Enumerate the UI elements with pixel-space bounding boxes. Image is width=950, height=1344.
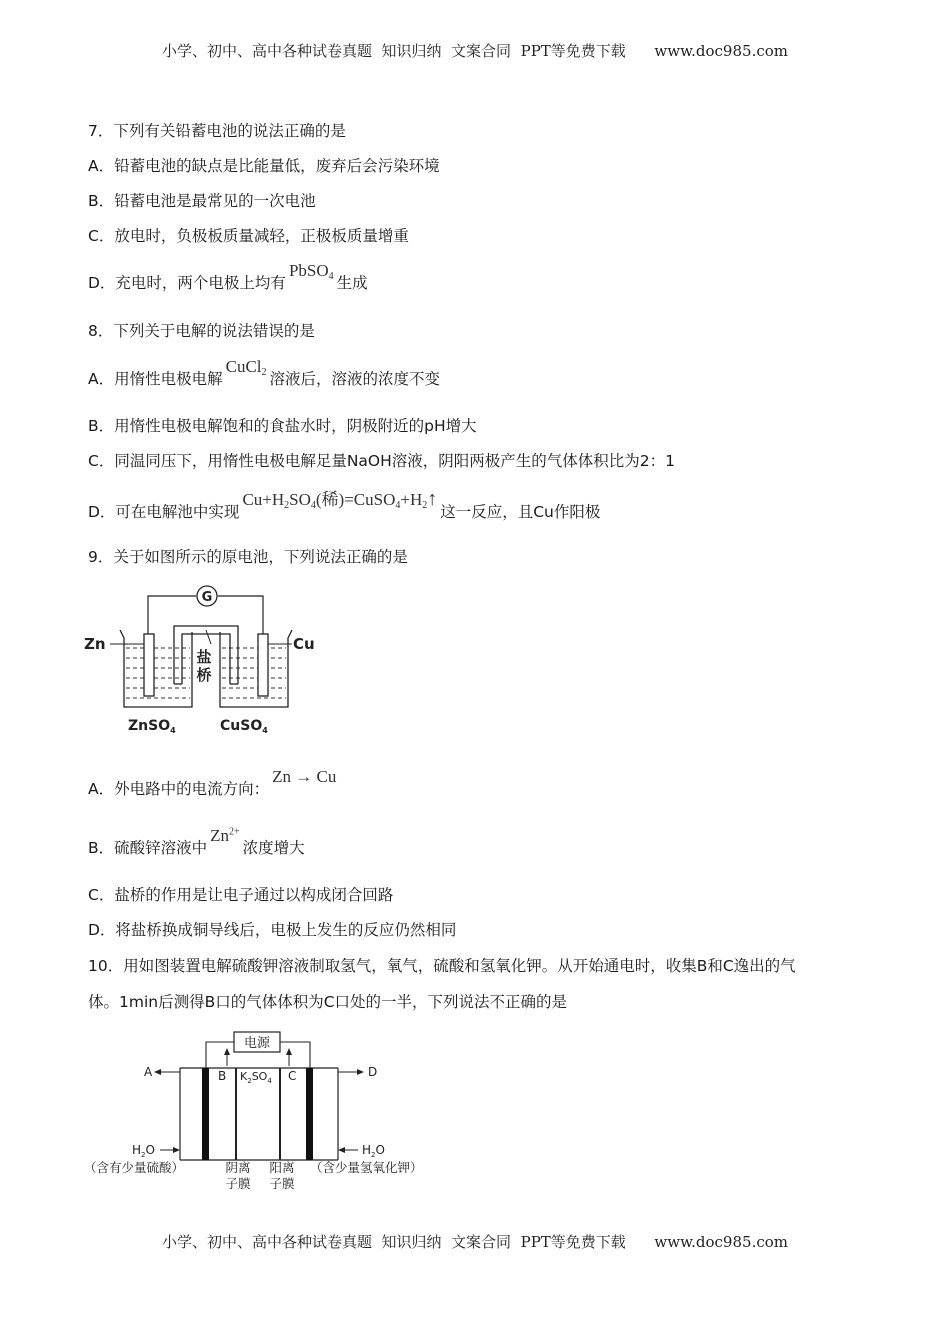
q8-option-a-pre: A．用惰性电极电解 — [88, 370, 223, 388]
q9-option-a — [88, 767, 339, 799]
q7-stem: 7．下列有关铅蓄电池的说法正确的是 — [88, 122, 346, 140]
anion-membrane-label-2: 子膜 — [225, 1176, 251, 1191]
zn2plus-formula: $Zn^{2+}$ — [210, 826, 240, 845]
q10-stem-line-1: 10．用如图装置电解硫酸钾溶液制取氢气，氧气，硫酸和氢氧化钾。从开始通电时，收集B和C逸出的气 — [88, 957, 796, 975]
q7-option-d-pre: D．充电时，两个电极上均有 — [88, 274, 286, 292]
cuso4-label: CuSO$_4$ — [220, 718, 268, 735]
cucl2-formula: CuCl$_2$ — [225, 357, 267, 378]
power-supply-label: 电源 — [243, 1036, 271, 1051]
q10-stem-line-2: 体。1min后测得B口的气体体积为C口处的一半，下列说法不正确的是 — [88, 993, 568, 1011]
wire-right — [218, 596, 263, 634]
label-d: D — [368, 1065, 378, 1079]
q7-option-d-post: 生成 — [336, 274, 368, 292]
galvanic-cell-figure — [80, 582, 330, 742]
pbso4-formula: PbSO$_4$ — [288, 261, 334, 282]
zn-to-cu-formula: Zn → Cu — [272, 767, 337, 786]
right-electrode — [306, 1068, 313, 1160]
electrolysis-figure — [84, 1028, 464, 1196]
q8-option-c: C．同温同压下，用惰性电极电解足量NaOH溶液，阴阳两极产生的气体体积比为2：1 — [88, 452, 675, 470]
h2o-left-label: $H_2O$ — [132, 1143, 155, 1159]
zn-electrode — [144, 634, 154, 696]
left-solution-lines — [126, 648, 190, 698]
label-b: B — [218, 1069, 227, 1083]
q8-stem: 8．下列关于电解的说法错误的是 — [88, 322, 315, 340]
q7-option-c: C．放电时，负极板质量减轻，正极板质量增重 — [88, 227, 409, 245]
cu-label: Cu — [293, 635, 315, 653]
reaction-equation: $Cu+H_2SO_4$(稀)$=CuSO_4+H_2↑$ — [242, 488, 438, 511]
galvanometer-label: G — [201, 590, 213, 605]
q9-option-b-pre: B．硫酸锌溶液中 — [88, 839, 208, 857]
q8-option-a-post: 溶液后，溶液的浓度不变 — [269, 370, 441, 388]
h2o-right-label: $H_2O$ — [362, 1143, 385, 1159]
right-note: （含少量氢氧化钾） — [310, 1160, 423, 1175]
q7-option-b: B．铅蓄电池是最常见的一次电池 — [88, 192, 316, 210]
q7-option-d — [88, 261, 368, 294]
left-note: （含有少量硫酸） — [84, 1160, 185, 1175]
q8-option-d-pre: D．可在电解池中实现 — [88, 503, 240, 521]
q8-option-d — [88, 488, 601, 523]
q9-option-b-post: 浓度增大 — [242, 839, 305, 857]
right-solution-lines — [222, 648, 286, 698]
page-footer: 小学、初中、高中各种试卷真题 知识归纳 文案合同 PPT等免费下载 www.doc985.com — [161, 1233, 788, 1251]
q8-option-b: B．用惰性电极电解饱和的食盐水时，阴极附近的pH增大 — [88, 417, 477, 435]
zn-label: Zn — [84, 635, 106, 653]
salt-bridge-label-2: 桥 — [196, 666, 212, 684]
label-c: C — [288, 1069, 297, 1083]
q9-option-b — [88, 826, 305, 858]
q9-option-d: D．将盐桥换成铜导线后，电极上发生的反应仍然相同 — [88, 921, 457, 939]
salt-bridge-label-1: 盐 — [196, 648, 212, 666]
q9-stem: 9．关于如图所示的原电池，下列说法正确的是 — [88, 548, 408, 566]
wire-left — [148, 596, 196, 634]
cation-membrane-label-2: 子膜 — [269, 1176, 295, 1191]
anion-membrane-label-1: 阴离 — [225, 1160, 251, 1175]
label-a: A — [144, 1065, 153, 1079]
znso4-label: ZnSO$_4$ — [128, 718, 176, 735]
left-electrode — [202, 1068, 209, 1160]
q8-option-a — [88, 357, 441, 390]
q9-option-c: C．盐桥的作用是让电子通过以构成闭合回路 — [88, 886, 394, 904]
cation-membrane-label-1: 阳离 — [269, 1160, 295, 1175]
q9-option-a-pre: A．外电路中的电流方向： — [88, 780, 270, 798]
k2so4-label: $K_2SO_4$ — [240, 1070, 272, 1085]
q7-option-a: A．铅蓄电池的缺点是比能量低，废弃后会污染环境 — [88, 157, 440, 175]
cu-electrode — [258, 634, 268, 696]
q8-option-d-post: 这一反应，且Cu作阳极 — [440, 503, 601, 521]
page-header: 小学、初中、高中各种试卷真题 知识归纳 文案合同 PPT等免费下载 www.doc985.com — [161, 42, 788, 60]
